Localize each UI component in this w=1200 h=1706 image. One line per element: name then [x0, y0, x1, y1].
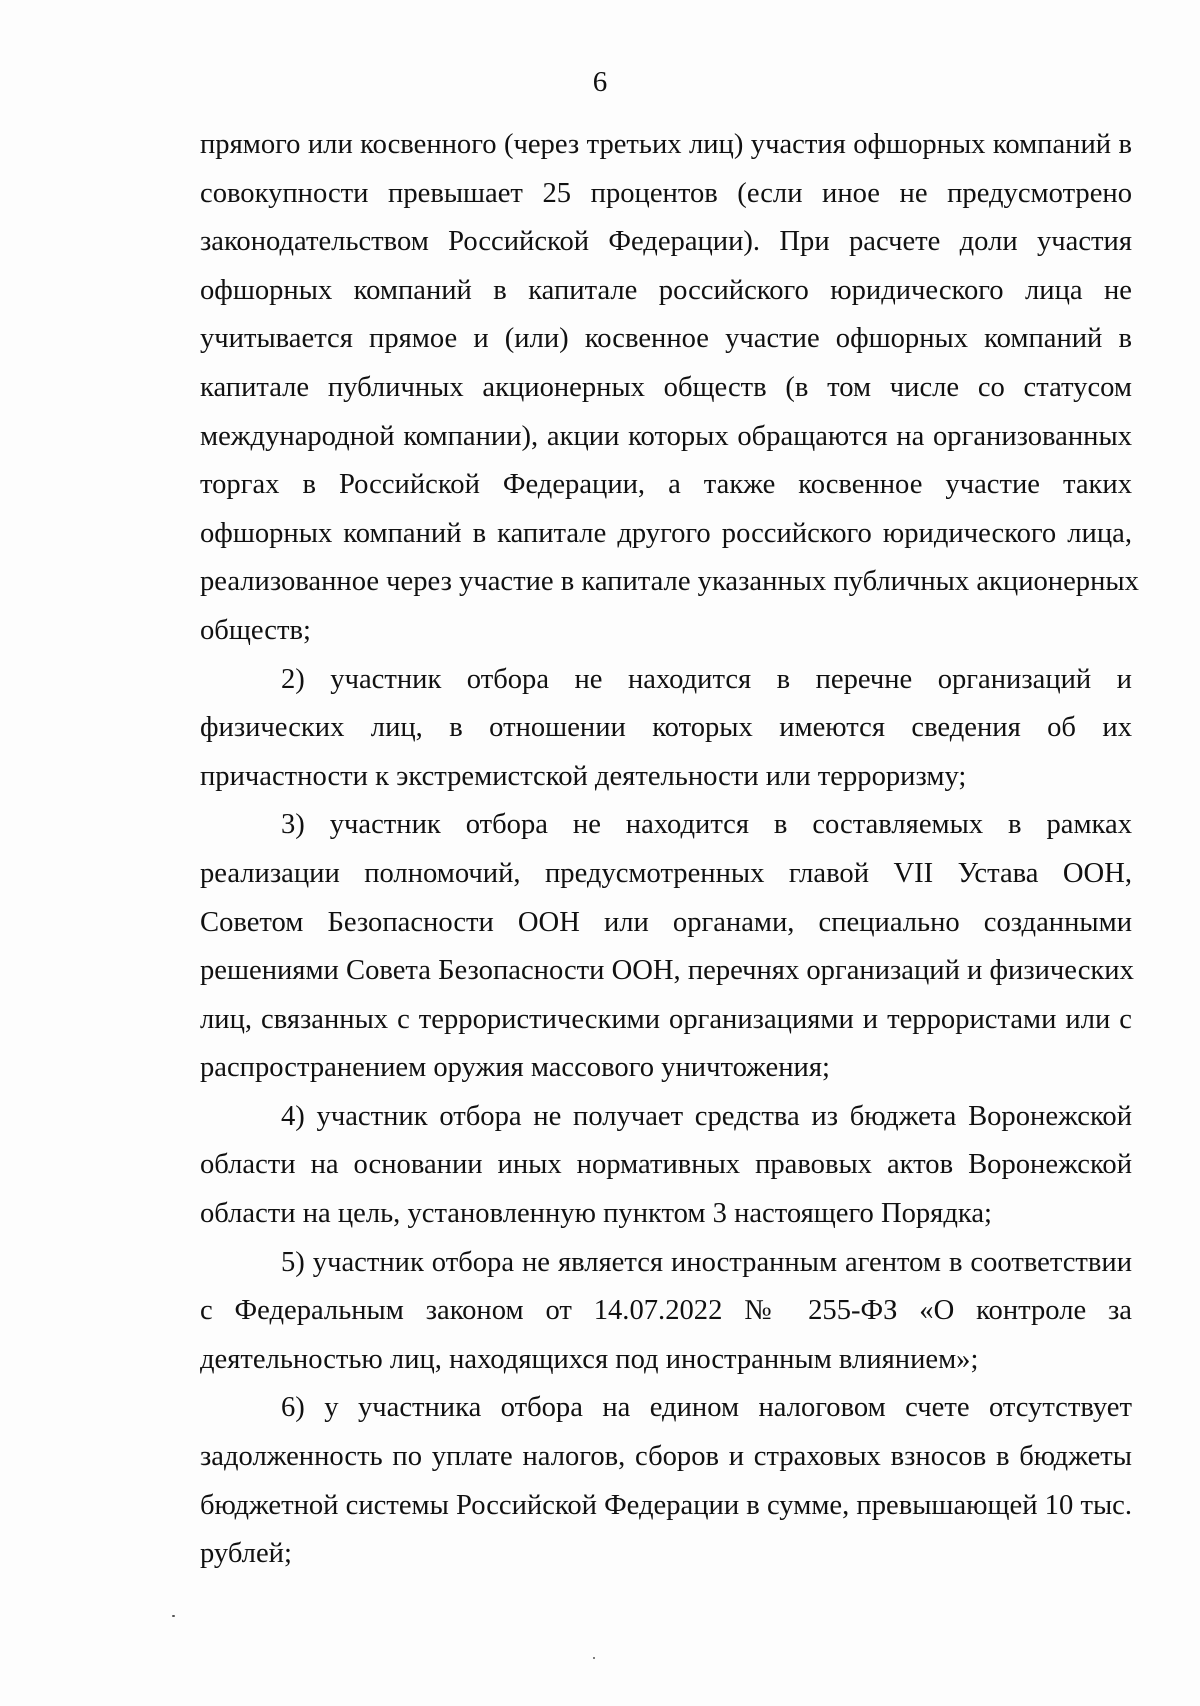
- paragraph-continuation: [200, 121, 1139, 656]
- paragraph-item-2: [200, 656, 1132, 802]
- text-line: 4) участник отбора не получает средства из бюджета Воронежской: [281, 1100, 1132, 1132]
- text-line: лиц, связанных с террористическими организациями и террористами или с: [200, 1003, 1132, 1035]
- paragraph-item-3: [200, 801, 1132, 1093]
- text-line: реализованное через участие в капитале указанных публичных акционерных: [200, 566, 1139, 598]
- text-line: распространением оружия массового уничтожения;: [200, 1052, 830, 1084]
- text-line: офшорных компаний в капитале российского юридического лица не: [200, 274, 1132, 306]
- text-line: деятельностью лиц, находящихся под иностранным влиянием»;: [200, 1343, 979, 1375]
- text-line: торгах в Российской Федерации, а также косвенное участие таких: [200, 469, 1132, 501]
- text-line: международной компании), акции которых обращаются на организованных: [200, 420, 1132, 452]
- text-line: рублей;: [200, 1538, 292, 1570]
- text-line: прямого или косвенного (через третьих лиц) участия офшорных компаний в: [200, 129, 1132, 160]
- text-line: области на основании иных нормативных правовых актов Воронежской: [200, 1149, 1132, 1181]
- text-line: 2) участник отбора не находится в перечне организаций и: [281, 663, 1132, 695]
- text-line: совокупности превышает 25 процентов (если иное не предусмотрено: [200, 177, 1132, 209]
- text-line: задолженность по уплате налогов, сборов и страховых взносов в бюджеты: [200, 1441, 1132, 1473]
- text-line: решениями Совета Безопасности ООН, перечнях организаций и физических: [200, 955, 1134, 987]
- text-line: офшорных компаний в капитале другого российского юридического лица,: [200, 517, 1132, 549]
- text-line: 3) участник отбора не находится в составляемых в рамках: [281, 809, 1132, 841]
- text-line: капитале публичных акционерных обществ (в том числе со статусом: [200, 371, 1132, 403]
- scan-speck: [593, 1657, 595, 1659]
- text-line: законодательством Российской Федерации). При расчете доли участия: [200, 226, 1132, 258]
- text-line: учитывается прямое и (или) косвенное участие офшорных компаний в: [200, 323, 1132, 355]
- page-number: 6: [592, 66, 608, 98]
- text-line: обществ;: [200, 614, 311, 646]
- paragraph-item-5: [200, 1239, 1132, 1385]
- text-line: области на цель, установленную пунктом 3 настоящего Порядка;: [200, 1198, 992, 1230]
- text-line: причастности к экстремистской деятельности или терроризму;: [200, 760, 967, 792]
- text-line: 6) у участника отбора на едином налоговом счете отсутствует: [281, 1392, 1132, 1424]
- text-line: с Федеральным законом от 14.07.2022 № 255-ФЗ «О контроле за: [200, 1295, 1132, 1327]
- document-body: [200, 121, 1139, 1579]
- text-line: Советом Безопасности ООН или органами, специально созданными: [200, 906, 1132, 938]
- text-line: физических лиц, в отношении которых имеются сведения об их: [200, 712, 1132, 744]
- paragraph-item-4: [200, 1093, 1132, 1239]
- paragraph-item-6: [200, 1384, 1132, 1578]
- scan-speck: [172, 1615, 175, 1617]
- text-line: 5) участник отбора не является иностранным агентом в соответствии: [281, 1246, 1132, 1278]
- text-line: бюджетной системы Российской Федерации в сумме, превышающей 10 тыс.: [200, 1489, 1132, 1521]
- text-line: реализации полномочий, предусмотренных главой VII Устава ООН,: [200, 857, 1132, 889]
